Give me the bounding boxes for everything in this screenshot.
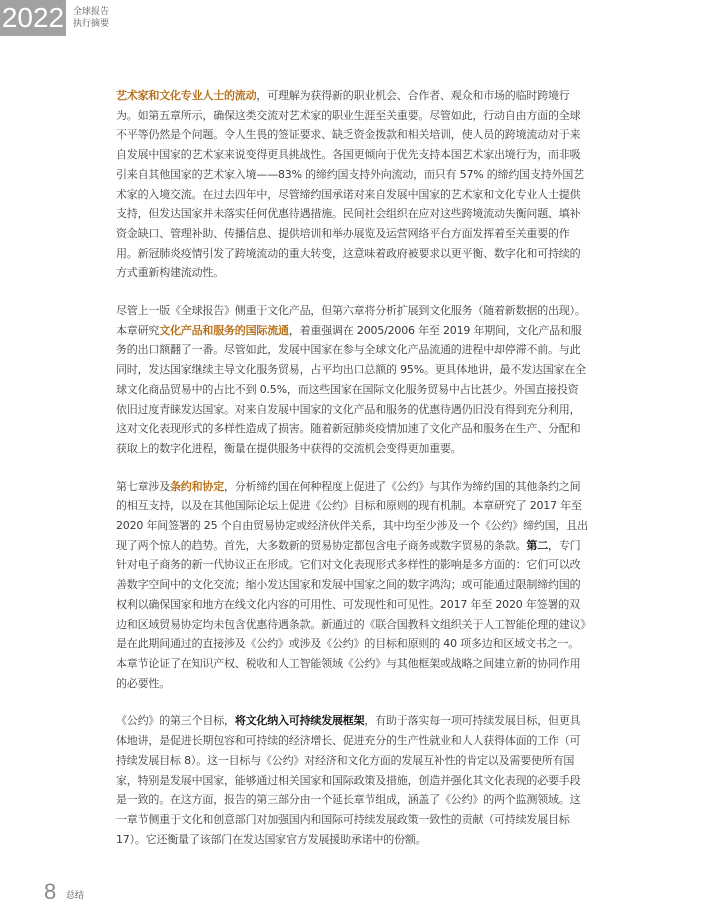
highlighted-term: 艺术家和文化专业人士的流动	[116, 89, 257, 102]
header-title	[73, 6, 109, 30]
header-title-line1: 全球报告	[73, 7, 110, 17]
paragraph-text: ，有助于落实每一项可持续发展目标，但更具体地讲，是促进长期包容和可持续的经济增长、促进充分的生产性就业和人人获得体面的工作（可持续发展目标 8）。这一目标与《公约》对经济和文化方面的发展互补性的肯定以及需要使所有国家，特别是发展中国家，能够通过相关国家和国际政策及措施，创造并强化其文化表现的必要手段是一致的。在这方面，报告的第三部分由一个延长章节组成，涵盖了《公约》的两个监测领域。这一章节侧重于文化和创意部门对加强国内和国际可持续发展政策一致性的贡献（可持续发展目标 17）。它还衡量了该部门在发达国家官方发展援助承诺中的份额。	[116, 714, 581, 846]
paragraph	[116, 711, 588, 849]
paragraph-text: ，专门针对电子商务的新一代协议正在形成。它们对文化表现形式多样性的影响是多方面的：它们可以改善数字空间中的文化交流；缩小发达国家和发展中国家之间的数字鸿沟；或可能通过限制缔约国的权利以确保国家和地方在线文化内容的可用性、可发现性和可见性。2017 年至 2020 年签署的双边和区域贸易协定均未包含优惠待遇条款。新通过的《联合国教科文组织关于人工智能伦理的建议》是在此期间通过的直接涉及《公约》或涉及《公约》的目标和原则的 40 项多边和区域文书之一。本章节论证了在知识产权、税收和人工智能领域《公约》与其他框架或战略之间建立新的协同作用的必要性。	[116, 538, 586, 690]
highlighted-term: 第二	[526, 538, 549, 552]
paragraph	[116, 477, 588, 694]
paragraph	[116, 301, 588, 459]
header-year: 2022	[0, 0, 66, 36]
paragraph-text: ，着重强调在 2005/2006 年至 2019 年期间，文化产品和服务的出口额翻了一番。尽管如此，发展中国家在参与全球文化产品流通的进程中却停滞不前。与此同时，发达国家继续主导文化服务贸易，占平均出口总额的 95%。更具体地讲，最不发达国家在全球文化商品贸易中的占比不到 0.5%，而这些国家在国际文化服务贸易中占比甚少。外国直接投资依旧过度青睐发达国家。对来自发展中国家的文化产品和服务的优惠待遇仍旧没有得到充分利用，这对文化表现形式的多样性造成了损害。随着新冠肺炎疫情加速了文化产品和服务在生产、分配和获取上的数字化进程，衡量在提供服务中获得的交流机会变得更加重要。	[116, 323, 586, 455]
paragraph-text: 《公约》的第三个目标，	[116, 714, 235, 728]
paragraph-text: 尽管上一版《全球报告》侧重于文化产品，但第六章将分析扩展到文化服务（随着新数据的出现）。本章研究	[116, 304, 586, 337]
paragraph-text: 第七章涉及	[116, 479, 170, 493]
highlighted-term: 文化产品和服务的国际流通	[159, 323, 289, 337]
highlighted-term: 将文化纳入可持续发展框架	[234, 714, 365, 728]
body-text	[116, 86, 588, 867]
header-title-line2: 执行摘要	[73, 19, 110, 29]
page-number: 8	[44, 879, 57, 904]
paragraph-text: ，可理解为获得新的职业机会、合作者、观众和市场的临时跨境行为。如第五章所示，确保这类交流对艺术家的职业生涯至关重要。尽管如此，行动自由方面的全球不平等仍然是个问题。令人生畏的签证要求、缺乏资金拨款和相关培训，使人员的跨境流动对于来自发展中国家的艺术家来说变得更具挑战性。各国更倾向于优先支持本国艺术家出境行为，而非吸引来自其他国家的艺术家入境——83% 的缔约国支持外向流动，而只有 57% 的缔约国支持外国艺术家的入境交流。在过去四年中，尽管缔约国承诺对来自发展中国家的艺术家和文化专业人士提供支持，但发达国家并未落实任何优惠待遇措施。民间社会组织在应对这些跨境流动失衡问题、填补资金缺口、管理补助、传播信息、提供培训和举办展览及运营网络平台方面发挥着至关重要的作用。新冠肺炎疫情引发了跨境流动的重大转变，这意味着政府被要求以更平衡、数字化和可持续的方式重新构建流动性。	[116, 89, 584, 280]
paragraph-text: ，分析缔约国在何种程度上促进了《公约》与其作为缔约国的其他条约之间的相互支持，以及在其他国际论坛上促进《公约》目标和原则的现有机制。本章研究了 2017 年至 2020 年间签署的 25 个自由贸易协定或经济伙伴关系，其中均至少涉及一个《公约》缔约国，且出现了两个惊人的趋势。首先，大多数新的贸易协定都包含电子商务或数字贸易的条款。	[116, 479, 588, 552]
paragraph	[116, 86, 588, 283]
footer-section-label: 总结	[66, 891, 85, 901]
highlighted-term: 条约和协定	[170, 479, 224, 493]
